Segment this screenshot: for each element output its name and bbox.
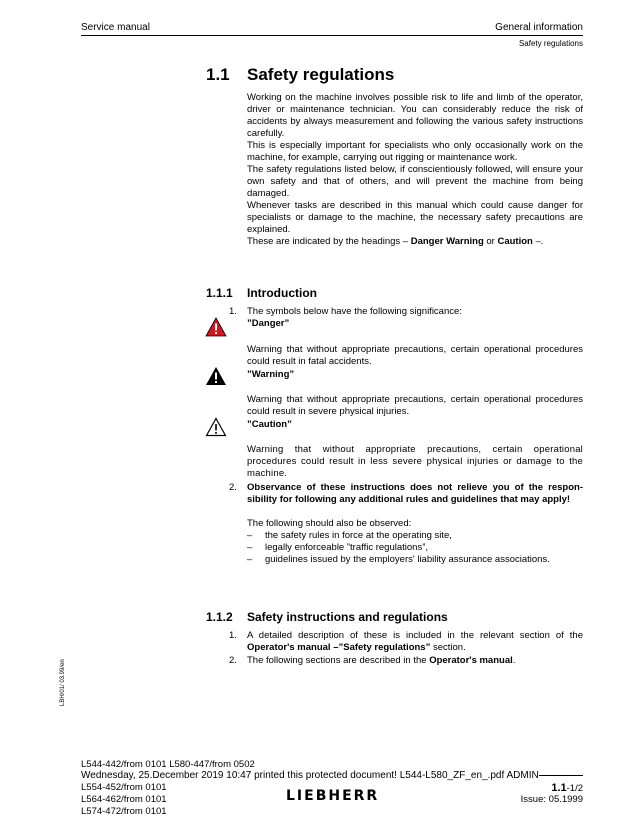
caution-icon [205, 417, 227, 437]
liebherr-logo: LIEBHERR [286, 788, 380, 804]
instr-item2-text: The following sections are described in the Operator's manual. [247, 655, 516, 666]
header-right: General information [495, 22, 583, 33]
paragraph: The safety regulations listed below, if conscientiously followed, will ensure your own safety and that of others, and will prevent the machine from being damaged. [247, 164, 583, 199]
instr-item1-number: 1. [229, 630, 237, 641]
section-title: Safety regulations [247, 65, 395, 84]
danger-icon [205, 317, 227, 337]
intro-item2-number: 2. [229, 482, 237, 493]
model-line: L564-462/from 0101 [81, 794, 167, 805]
danger-text: Warning that without appropriate precautions, certain operational procedures could result in fatal accidents. [247, 344, 583, 367]
model-line: L554-452/from 0101 [81, 782, 167, 793]
observe-list [247, 518, 583, 566]
instructions-number: 1.1.2 [206, 610, 233, 624]
caution-label: ”Caution” [247, 419, 292, 430]
page-number: 1.1-1/2 [551, 782, 583, 794]
intro-item2-text: Observance of these instructions does not relieve you of the responsibility for following any additional rules and guidelines that may apply! [247, 482, 583, 505]
warning-icon [205, 366, 227, 386]
intro-item1-number: 1. [229, 306, 237, 317]
footer-models [81, 782, 167, 818]
paragraph-headings: These are indicated by the headings – Danger Warning or Caution –. [247, 236, 544, 247]
header-sub: Safety regulations [518, 39, 583, 48]
intro-title: Introduction [247, 286, 317, 300]
side-code: LBH/01/ 03.99/en [60, 659, 66, 706]
header-left: Service manual [81, 22, 150, 33]
warning-text: Warning that without appropriate precautions, certain operational procedures could result in severe physical injuries. [247, 394, 583, 417]
section-body [247, 92, 583, 248]
warning-label: ”Warning” [247, 369, 295, 380]
observe-text: The following should also be observed: [247, 518, 412, 529]
caution-text: Warning that without appropriate precautions, certain operational procedures could result in less severe physical injuries or damage to the machine. [247, 444, 583, 479]
list-item: – the safety rules in force at the operating site, [247, 530, 452, 541]
model-line: L574-472/from 0101 [81, 806, 167, 817]
footer-cut-line: L544-442/from 0101 L580-447/from 0502 [81, 759, 255, 770]
paragraph: Whenever tasks are described in this manual which could cause danger for specialists or damage to the machine, the necessary safety precautions are explained. [247, 200, 583, 235]
list-item: – guidelines issued by the employers' liability assurance associations. [247, 554, 550, 565]
issue-date: Issue: 05.1999 [520, 794, 583, 805]
header-rule [81, 35, 583, 36]
intro-number: 1.1.1 [206, 286, 233, 300]
footer-print-overlay: Wednesday, 25.December 2019 10:47 printed this protected document! L544-L580_ZF_en_.pdf ADMIN [81, 770, 539, 781]
section-number: 1.1 [206, 65, 230, 84]
paragraph: Working on the machine involves possible risk to life and limb of the operator, driver or maintenance technician. You can considerably reduce the risk of accidents by always measurement and following the various safety instructions carefully. [247, 92, 583, 139]
instructions-title: Safety instructions and regulations [247, 610, 448, 624]
paragraph: This is especially important for specialists who only occasionally work on the machine, for example, carrying out rigging or maintenance work. [247, 140, 583, 163]
list-item: – legally enforceable ”traffic regulations”, [247, 542, 428, 553]
intro-item1-text: The symbols below have the following significance: [247, 306, 462, 317]
instr-item2-number: 2. [229, 655, 237, 666]
instr-item1-text: A detailed description of these is included in the relevant section of the Operator's manual –”Safety regulations” section. [247, 630, 583, 653]
danger-label: ”Danger” [247, 318, 290, 329]
